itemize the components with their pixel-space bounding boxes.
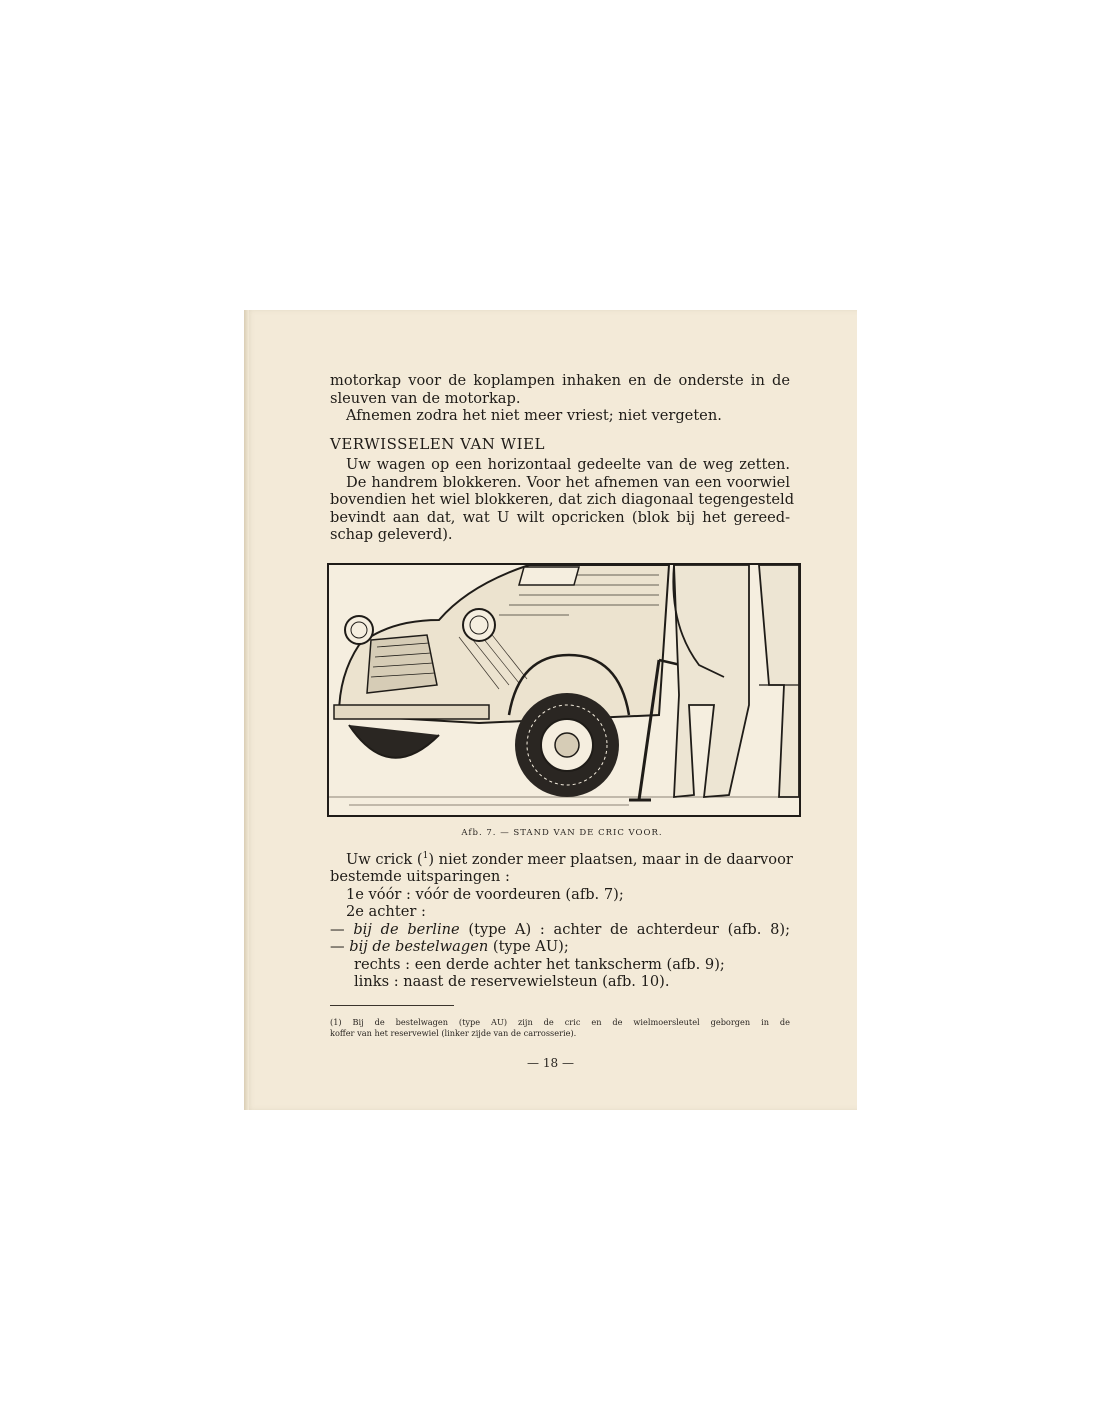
footnote <box>330 1017 790 1039</box>
figure-caption: Afb. 7. — STAND VAN DE CRIC VOOR. <box>461 828 663 838</box>
page-number: — 18 — <box>527 1056 574 1070</box>
car-illustration-drawing <box>329 565 799 815</box>
text-line: De handrem blokkeren. Voor het afnemen van een voorwiel <box>346 473 790 491</box>
footnote-line: koffer van het reservewiel (linker zijde van de carrosserie). <box>330 1028 577 1038</box>
intro-paragraph <box>330 372 790 425</box>
dash: — <box>330 938 345 956</box>
list-item: 2e achter : <box>346 903 426 921</box>
text-line: sleuven van de motorkap. <box>330 389 521 407</box>
car-jack-illustration <box>327 563 801 817</box>
list-item: 1e vóór : vóór de voordeuren (afb. 7); <box>346 885 624 903</box>
crick-paragraph <box>330 848 793 991</box>
list-item: rechts : een derde achter het tankscherm (afb. 9); <box>354 955 725 973</box>
italic-term: bij de berline <box>353 920 460 938</box>
text-line: motorkap voor de koplampen inhaken en de onderste in de <box>330 372 790 389</box>
text-line <box>330 848 793 868</box>
text-fragment: Uw crick ( <box>346 850 423 868</box>
book-page <box>244 310 857 1110</box>
text-line: bovendien het wiel blokkeren, dat zich diagonaal tegengesteld <box>330 491 795 508</box>
dash: — <box>330 920 345 938</box>
section-heading: VERWISSELEN VAN WIEL <box>330 435 545 453</box>
text-line: Afnemen zodra het niet meer vriest; niet vergeten. <box>346 407 722 424</box>
text-fragment: (type AU); <box>492 938 569 956</box>
text-fragment: ) niet zonder meer plaatsen, maar in de daarvoor <box>428 850 793 868</box>
footnote-line: (1) Bij de bestelwagen (type AU) zijn de cric en de wielmoersleutel geborgen in de <box>330 1017 790 1027</box>
italic-term: bij de bestelwagen <box>349 938 489 956</box>
text-line: schap geleverd). <box>330 526 453 543</box>
list-item <box>330 921 790 939</box>
section-paragraph <box>330 456 795 544</box>
text-fragment: (type A) : achter de achterdeur (afb. 8); <box>468 920 791 938</box>
list-item: links : naast de reservewielsteun (afb. 10). <box>354 973 670 991</box>
text-line: Uw wagen op een horizontaal gedeelte van de weg zetten. <box>346 456 790 473</box>
text-line: bevindt aan dat, wat U wilt opcricken (blok bij het gereed- <box>330 508 790 526</box>
list-item <box>330 938 790 956</box>
footnote-marker: 1 <box>422 851 429 861</box>
footnote-rule <box>330 1005 454 1006</box>
text-line: bestemde uitsparingen : <box>330 868 510 886</box>
